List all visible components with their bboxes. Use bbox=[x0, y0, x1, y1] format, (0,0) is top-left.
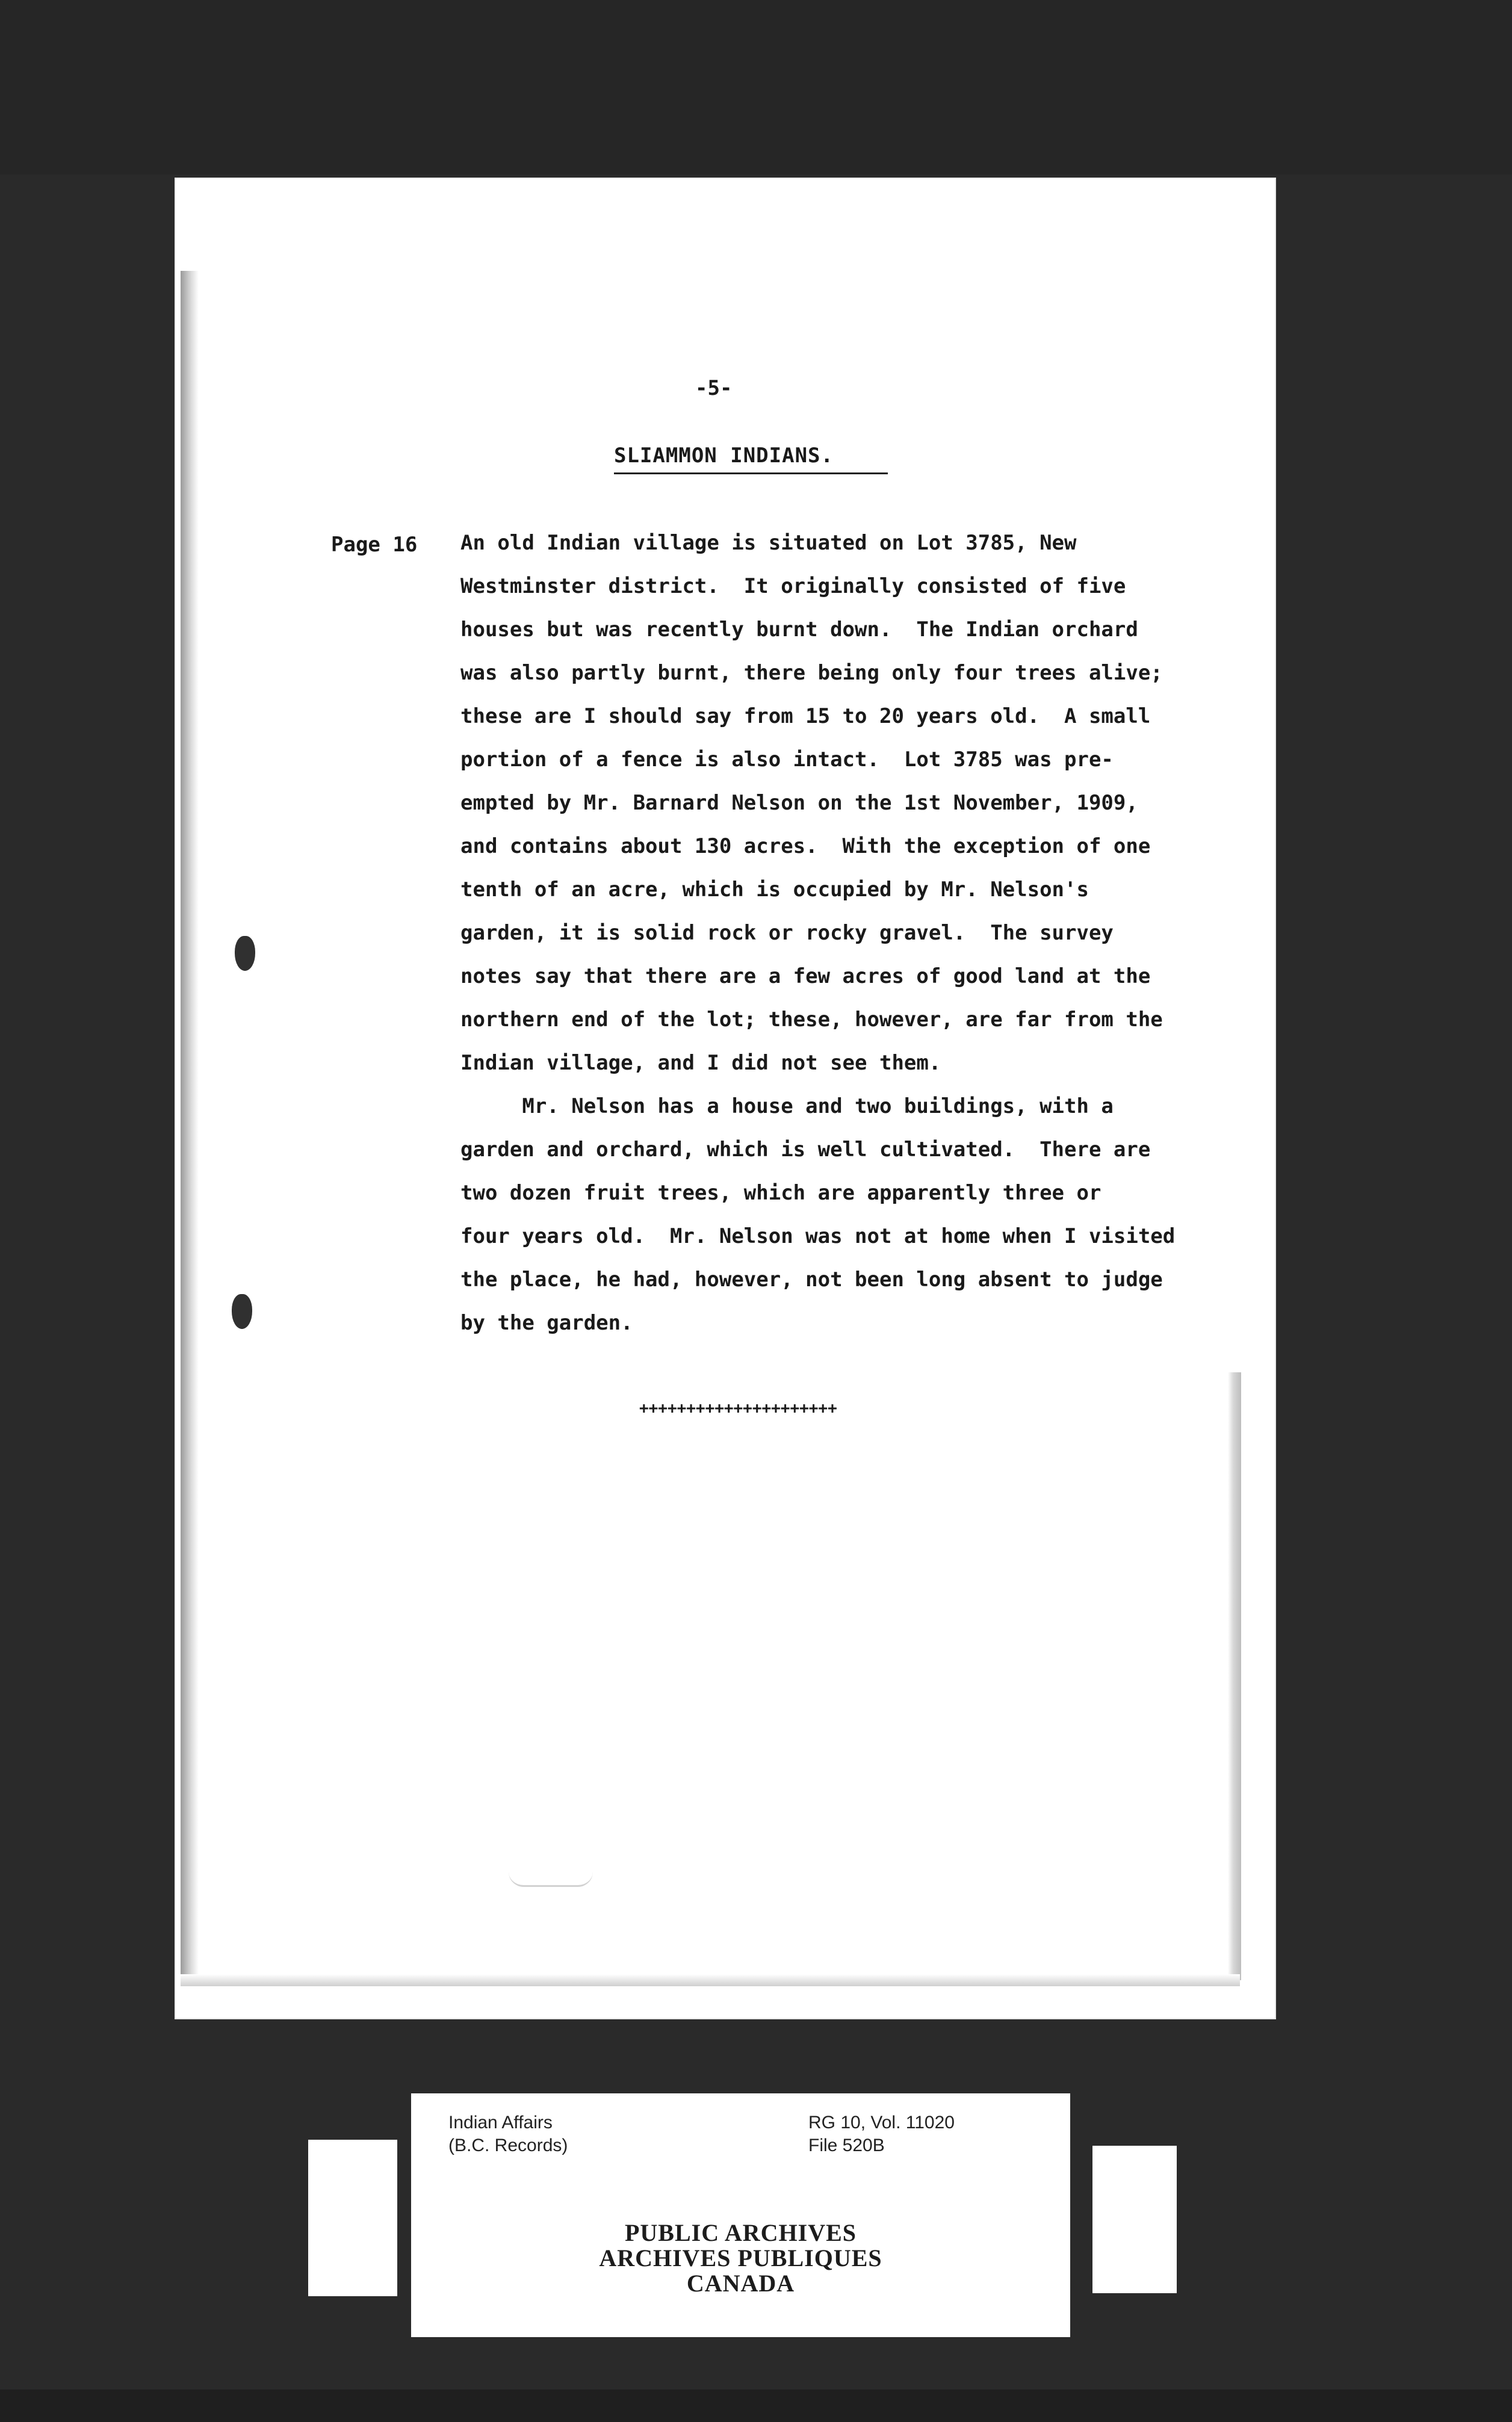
separator-line: +++++++++++++++++++++ bbox=[639, 1399, 837, 1417]
margin-page-reference: Page 16 bbox=[331, 533, 418, 557]
sheet-edge-right bbox=[1228, 1372, 1241, 1980]
text-line: garden, it is solid rock or rocky gravel. The survey bbox=[460, 921, 1114, 945]
sheet-edge-left bbox=[181, 271, 199, 1986]
text-line: and contains about 130 acres. With the exception of one bbox=[460, 834, 1151, 858]
text-line: northern end of the lot; these, however, are far from the bbox=[460, 1008, 1163, 1032]
text-line: portion of a fence is also intact. Lot 3785 was pre- bbox=[460, 748, 1114, 772]
punch-hole-lower bbox=[232, 1294, 252, 1329]
sheet-edge-bottom bbox=[181, 1974, 1240, 1986]
text-line: by the garden. bbox=[460, 1311, 633, 1335]
scan-background-bottom bbox=[0, 2389, 1512, 2422]
label-title-line2: ARCHIVES PUBLIQUES bbox=[599, 2244, 882, 2272]
ink-smudge bbox=[509, 1872, 593, 1887]
label-reference-line2: File 520B bbox=[808, 2136, 885, 2155]
text-line: was also partly burnt, there being only four trees alive; bbox=[460, 661, 1163, 685]
label-tab-right bbox=[1092, 2146, 1177, 2293]
scan-background-top bbox=[0, 0, 1512, 175]
text-line: Indian village, and I did not see them. bbox=[460, 1051, 941, 1075]
text-line: these are I should say from 15 to 20 years old. A small bbox=[460, 704, 1151, 728]
label-title-line3: CANADA bbox=[686, 2270, 795, 2297]
page-number: -5- bbox=[695, 376, 733, 400]
label-tab-left bbox=[308, 2140, 397, 2296]
text-line: tenth of an acre, which is occupied by Mr. Nelson's bbox=[460, 878, 1089, 902]
text-line: two dozen fruit trees, which are apparently three or bbox=[460, 1181, 1101, 1205]
label-collection-line1: Indian Affairs bbox=[448, 2113, 553, 2132]
label-collection bbox=[448, 2111, 568, 2157]
text-line: empted by Mr. Barnard Nelson on the 1st November, 1909, bbox=[460, 791, 1138, 815]
punch-hole-upper bbox=[235, 936, 255, 971]
archive-label bbox=[411, 2093, 1070, 2337]
text-line: garden and orchard, which is well cultivated. There are bbox=[460, 1138, 1151, 1162]
text-line: the place, he had, however, not been long absent to judge bbox=[460, 1268, 1163, 1292]
text-line: An old Indian village is situated on Lot 3785, New bbox=[460, 531, 1077, 555]
label-collection-line2: (B.C. Records) bbox=[448, 2136, 568, 2155]
label-title-line1: PUBLIC ARCHIVES bbox=[624, 2219, 857, 2246]
label-reference bbox=[808, 2111, 955, 2157]
text-line: Westminster district. It originally consisted of five bbox=[460, 574, 1126, 598]
text-line: notes say that there are a few acres of good land at the bbox=[460, 964, 1151, 988]
text-line: houses but was recently burnt down. The Indian orchard bbox=[460, 618, 1138, 642]
document-heading: SLIAMMON INDIANS. bbox=[614, 444, 888, 474]
body-text bbox=[460, 530, 1243, 1353]
label-reference-line1: RG 10, Vol. 11020 bbox=[808, 2113, 955, 2132]
text-line: four years old. Mr. Nelson was not at home when I visited bbox=[460, 1224, 1176, 1248]
text-line: Mr. Nelson has a house and two buildings, with a bbox=[460, 1094, 1114, 1118]
